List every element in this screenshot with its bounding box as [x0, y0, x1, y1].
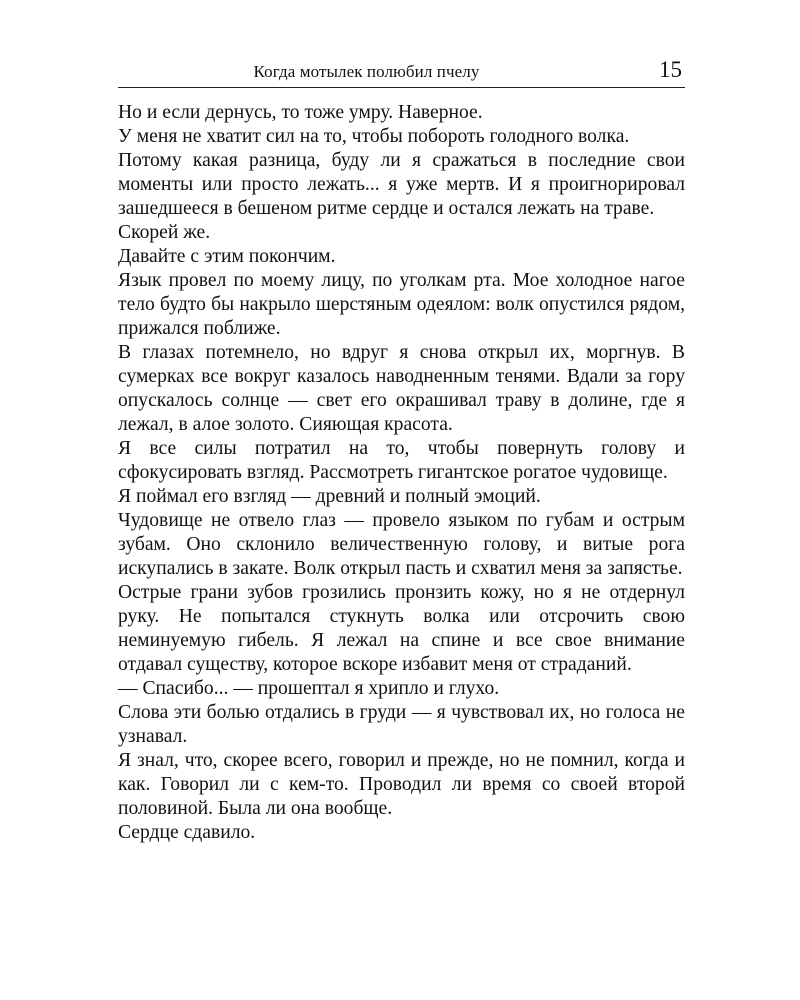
page-number: 15 [659, 57, 682, 82]
paragraph: — Спасибо... — прошептал я хрипло и глухо. [118, 678, 500, 699]
paragraph: Но и если дернусь, то тоже умру. Наверное. [118, 102, 483, 123]
body-text [118, 101, 685, 845]
paragraph: Я все силы потратил на то, чтобы повернуть голову и сфокусировать взгляд. Рассмотреть гигантское рогатое чудовище. [118, 438, 685, 483]
paragraph: Чудовище не отвело глаз — провело языком по губам и острым зубам. Оно склонило величественную голову, и витые рога искупались в закате. Волк открыл пасть и схватил меня за запястье. [118, 510, 685, 579]
paragraph: Давайте с этим покончим. [118, 246, 336, 267]
paragraph: У меня не хватит сил на то, чтобы побороть голодного волка. [118, 126, 630, 147]
paragraph: Скорей же. [118, 222, 211, 243]
paragraph: Я поймал его взгляд — древний и полный эмоций. [118, 486, 541, 507]
paragraph: Острые грани зубов грозились пронзить кожу, но я не отдернул руку. Не попытался стукнуть волка или отсрочить свою неминуемую гибель. Я лежал на спине и все свое внимание отдавал существу, которое вскоре избавит меня от страданий. [118, 582, 685, 675]
header-rule [118, 87, 685, 88]
paragraph: Потому какая разница, буду ли я сражаться в последние свои моменты или просто лежать... я уже мертв. И я проигнорировал зашедшееся в бешеном ритме сердце и остался лежать на траве. [118, 150, 685, 219]
paragraph: В глазах потемнело, но вдруг я снова открыл их, моргнув. В сумерках все вокруг казалось наводненным тенями. Вдали за гору опускалось солнце — свет его окрашивал траву в долине, где я лежал, в алое золото. Сияющая красота. [118, 342, 685, 435]
paragraph: Слова эти болью отдались в груди — я чувствовал их, но голоса не узнавал. [118, 702, 685, 747]
paragraph: Сердце сдавило. [118, 822, 256, 843]
running-title: Когда мотылек полюбил пчелу [253, 62, 480, 81]
running-header [118, 56, 685, 86]
paragraph: Я знал, что, скорее всего, говорил и прежде, но не помнил, когда и как. Говорил ли с кем-то. Проводил ли время со своей второй половиной. Была ли она вообще. [118, 750, 685, 819]
paragraph: Язык провел по моему лицу, по уголкам рта. Мое холодное нагое тело будто бы накрыло шерстяным одеялом: волк опустился рядом, прижался поближе. [118, 270, 685, 339]
